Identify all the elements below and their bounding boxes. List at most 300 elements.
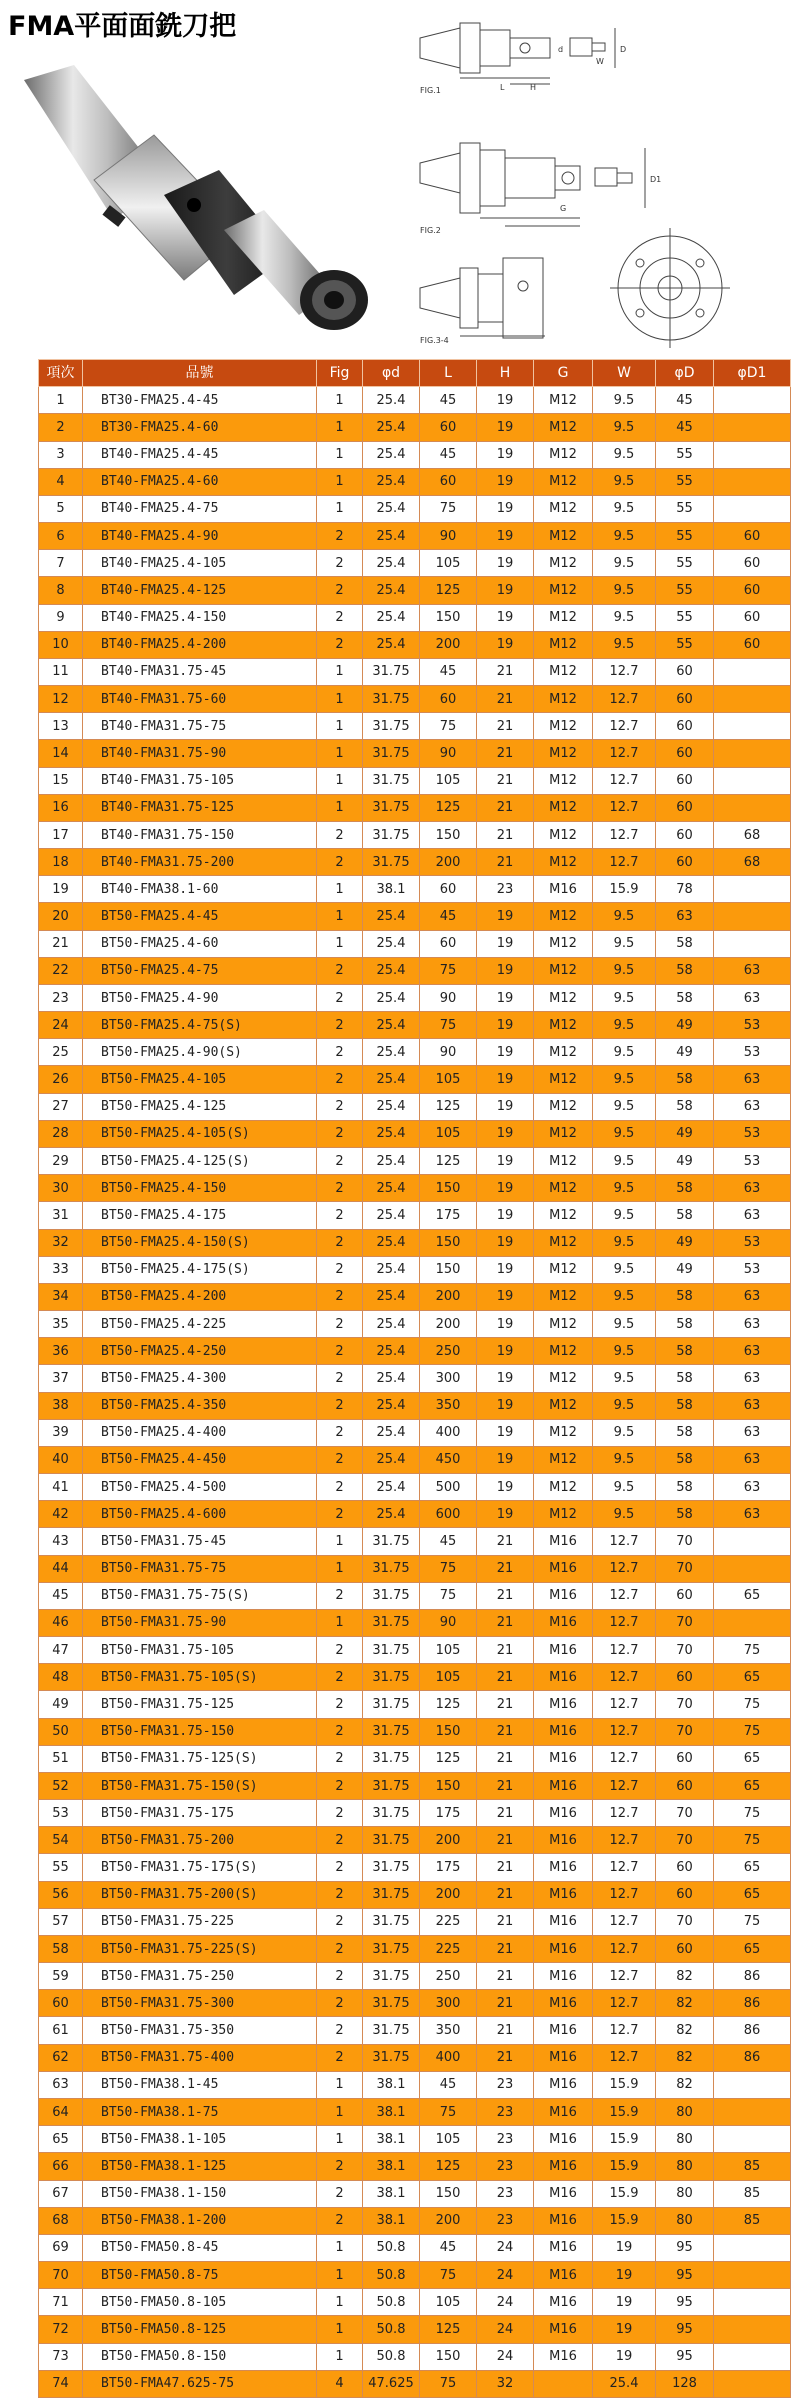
cell-col-w: 12.7 <box>593 1745 656 1772</box>
cell-col-index: 42 <box>39 1501 83 1528</box>
cell-col-d1: 63 <box>714 1202 791 1229</box>
cell-col-model: BT40-FMA25.4-200 <box>83 631 317 658</box>
cell-col-d: 31.75 <box>363 1718 420 1745</box>
cell-col-d1 <box>714 658 791 685</box>
cell-col-l: 125 <box>420 794 477 821</box>
cell-col-g: M16 <box>534 2099 593 2126</box>
cell-col-d1 <box>714 2343 791 2370</box>
table-row <box>39 1501 791 1528</box>
cell-col-h: 21 <box>477 821 534 848</box>
cell-col-g: M12 <box>534 903 593 930</box>
cell-col-model: BT50-FMA25.4-90(S) <box>83 1039 317 1066</box>
cell-col-d1: 65 <box>714 1854 791 1881</box>
cell-col-d: 31.75 <box>363 1745 420 1772</box>
cell-col-d1 <box>714 1555 791 1582</box>
cell-col-l: 225 <box>420 1935 477 1962</box>
cell-col-model: BT50-FMA31.75-105 <box>83 1637 317 1664</box>
cell-col-d1 <box>714 2289 791 2316</box>
cell-col-d1 <box>714 903 791 930</box>
cell-col-g: M16 <box>534 2289 593 2316</box>
cell-col-h: 19 <box>477 930 534 957</box>
header-col-h: H <box>477 360 534 387</box>
cell-col-g: M16 <box>534 2262 593 2289</box>
cell-col-l: 200 <box>420 849 477 876</box>
cell-col-d: 25.4 <box>363 523 420 550</box>
cell-col-h: 21 <box>477 1881 534 1908</box>
cell-col-w: 9.5 <box>593 1175 656 1202</box>
cell-col-w: 12.7 <box>593 1691 656 1718</box>
cell-col-g: M12 <box>534 713 593 740</box>
cell-col-l: 45 <box>420 2234 477 2261</box>
cell-col-w: 15.9 <box>593 2180 656 2207</box>
cell-col-l: 250 <box>420 1963 477 1990</box>
cell-col-h: 19 <box>477 1093 534 1120</box>
cell-col-g: M12 <box>534 1120 593 1147</box>
cell-col-d1 <box>714 495 791 522</box>
table-row <box>39 984 791 1011</box>
cell-col-big-d: 55 <box>656 631 714 658</box>
cell-col-model: BT50-FMA25.4-350 <box>83 1392 317 1419</box>
cell-col-index: 25 <box>39 1039 83 1066</box>
cell-col-big-d: 70 <box>656 1637 714 1664</box>
cell-col-w: 12.7 <box>593 1854 656 1881</box>
table-row <box>39 1582 791 1609</box>
cell-col-d: 31.75 <box>363 1772 420 1799</box>
cell-col-l: 75 <box>420 1582 477 1609</box>
cell-col-g: M16 <box>534 1881 593 1908</box>
cell-col-fig: 2 <box>317 577 363 604</box>
cell-col-h: 21 <box>477 686 534 713</box>
cell-col-g: M12 <box>534 495 593 522</box>
cell-col-g: M12 <box>534 1175 593 1202</box>
cell-col-big-d: 60 <box>656 1664 714 1691</box>
cell-col-fig: 1 <box>317 1609 363 1636</box>
cell-col-l: 90 <box>420 1039 477 1066</box>
cell-col-big-d: 49 <box>656 1039 714 1066</box>
cell-col-big-d: 63 <box>656 903 714 930</box>
cell-col-d1 <box>714 794 791 821</box>
cell-col-big-d: 95 <box>656 2234 714 2261</box>
cell-col-big-d: 49 <box>656 1229 714 1256</box>
cell-col-d1: 60 <box>714 577 791 604</box>
header-col-g: G <box>534 360 593 387</box>
cell-col-index: 18 <box>39 849 83 876</box>
cell-col-model: BT50-FMA50.8-125 <box>83 2316 317 2343</box>
cell-col-d: 25.4 <box>363 1283 420 1310</box>
cell-col-l: 90 <box>420 523 477 550</box>
cell-col-fig: 2 <box>317 604 363 631</box>
cell-col-w: 12.7 <box>593 1718 656 1745</box>
table-row <box>39 1147 791 1174</box>
cell-col-l: 150 <box>420 1718 477 1745</box>
table-row <box>39 495 791 522</box>
cell-col-w: 9.5 <box>593 631 656 658</box>
cell-col-model: BT40-FMA25.4-105 <box>83 550 317 577</box>
cell-col-w: 9.5 <box>593 930 656 957</box>
cell-col-h: 19 <box>477 1202 534 1229</box>
cell-col-w: 9.5 <box>593 1147 656 1174</box>
cell-col-big-d: 80 <box>656 2207 714 2234</box>
cell-col-fig: 2 <box>317 631 363 658</box>
cell-col-model: BT50-FMA31.75-175 <box>83 1800 317 1827</box>
cell-col-model: BT50-FMA25.4-105(S) <box>83 1120 317 1147</box>
cell-col-h: 23 <box>477 2207 534 2234</box>
cell-col-g: M12 <box>534 1093 593 1120</box>
cell-col-index: 7 <box>39 550 83 577</box>
cell-col-l: 150 <box>420 2343 477 2370</box>
table-row <box>39 2234 791 2261</box>
cell-col-model: BT50-FMA25.4-250 <box>83 1338 317 1365</box>
cell-col-h: 19 <box>477 414 534 441</box>
cell-col-d1: 75 <box>714 1827 791 1854</box>
table-row <box>39 1990 791 2017</box>
cell-col-fig: 2 <box>317 984 363 1011</box>
cell-col-fig: 1 <box>317 387 363 414</box>
cell-col-d: 38.1 <box>363 2099 420 2126</box>
cell-col-index: 35 <box>39 1311 83 1338</box>
cell-col-d1: 63 <box>714 1365 791 1392</box>
cell-col-fig: 2 <box>317 1637 363 1664</box>
cell-col-g: M12 <box>534 1229 593 1256</box>
cell-col-d: 25.4 <box>363 1039 420 1066</box>
dim-h-label: H <box>530 83 537 92</box>
cell-col-big-d: 80 <box>656 2099 714 2126</box>
cell-col-g: M12 <box>534 984 593 1011</box>
cell-col-h: 19 <box>477 1338 534 1365</box>
cell-col-h: 19 <box>477 984 534 1011</box>
header-col-index: 項次 <box>39 360 83 387</box>
cell-col-fig: 2 <box>317 1066 363 1093</box>
cell-col-d1 <box>714 713 791 740</box>
cell-col-index: 19 <box>39 876 83 903</box>
cell-col-l: 105 <box>420 550 477 577</box>
cell-col-l: 350 <box>420 2017 477 2044</box>
cell-col-l: 125 <box>420 1691 477 1718</box>
cell-col-d1: 53 <box>714 1229 791 1256</box>
cell-col-h: 24 <box>477 2234 534 2261</box>
cell-col-h: 24 <box>477 2262 534 2289</box>
cell-col-model: BT40-FMA31.75-150 <box>83 821 317 848</box>
cell-col-big-d: 60 <box>656 658 714 685</box>
cell-col-d1 <box>714 740 791 767</box>
cell-col-model: BT50-FMA25.4-90 <box>83 984 317 1011</box>
cell-col-g: M16 <box>534 1908 593 1935</box>
cell-col-model: BT40-FMA31.75-90 <box>83 740 317 767</box>
table-row <box>39 1772 791 1799</box>
cell-col-model: BT40-FMA31.75-75 <box>83 713 317 740</box>
header-col-w: W <box>593 360 656 387</box>
cell-col-d1: 75 <box>714 1691 791 1718</box>
cell-col-d1: 75 <box>714 1637 791 1664</box>
cell-col-g: M12 <box>534 1012 593 1039</box>
fig2-label: FIG.2 <box>420 226 441 235</box>
cell-col-l: 75 <box>420 1555 477 1582</box>
cell-col-h: 19 <box>477 1039 534 1066</box>
cell-col-index: 50 <box>39 1718 83 1745</box>
cell-col-big-d: 58 <box>656 1175 714 1202</box>
cell-col-index: 33 <box>39 1256 83 1283</box>
cell-col-big-d: 58 <box>656 1338 714 1365</box>
table-row <box>39 1881 791 1908</box>
cell-col-fig: 2 <box>317 2017 363 2044</box>
cell-col-big-d: 58 <box>656 1311 714 1338</box>
cell-col-model: BT50-FMA31.75-225(S) <box>83 1935 317 1962</box>
cell-col-d1: 75 <box>714 1718 791 1745</box>
cell-col-g: M16 <box>534 1582 593 1609</box>
table-row <box>39 1474 791 1501</box>
cell-col-big-d: 55 <box>656 604 714 631</box>
cell-col-d: 31.75 <box>363 658 420 685</box>
cell-col-model: BT50-FMA38.1-75 <box>83 2099 317 2126</box>
cell-col-fig: 2 <box>317 957 363 984</box>
table-row <box>39 794 791 821</box>
table-row <box>39 1066 791 1093</box>
cell-col-big-d: 60 <box>656 686 714 713</box>
cell-col-l: 75 <box>420 2099 477 2126</box>
cell-col-d1: 60 <box>714 523 791 550</box>
cell-col-d: 31.75 <box>363 1637 420 1664</box>
cell-col-g: M16 <box>534 2343 593 2370</box>
cell-col-d1: 85 <box>714 2207 791 2234</box>
cell-col-model: BT50-FMA50.8-75 <box>83 2262 317 2289</box>
table-row <box>39 414 791 441</box>
cell-col-big-d: 58 <box>656 1419 714 1446</box>
cell-col-index: 2 <box>39 414 83 441</box>
table-row <box>39 1175 791 1202</box>
cell-col-d: 31.75 <box>363 1800 420 1827</box>
dim-d-label: d <box>558 45 564 54</box>
cell-col-d1: 85 <box>714 2180 791 2207</box>
dim-big-d-label: D <box>620 45 627 54</box>
cell-col-h: 21 <box>477 1800 534 1827</box>
fig1-label: FIG.1 <box>420 86 441 95</box>
cell-col-big-d: 45 <box>656 414 714 441</box>
cell-col-fig: 1 <box>317 740 363 767</box>
cell-col-model: BT40-FMA25.4-150 <box>83 604 317 631</box>
cell-col-big-d: 82 <box>656 2044 714 2071</box>
cell-col-index: 49 <box>39 1691 83 1718</box>
cell-col-index: 74 <box>39 2370 83 2397</box>
cell-col-fig: 1 <box>317 658 363 685</box>
cell-col-d1 <box>714 767 791 794</box>
cell-col-big-d: 49 <box>656 1120 714 1147</box>
cell-col-fig: 2 <box>317 1745 363 1772</box>
cell-col-g: M12 <box>534 849 593 876</box>
cell-col-w: 9.5 <box>593 903 656 930</box>
cell-col-d: 38.1 <box>363 2071 420 2098</box>
cell-col-d1: 60 <box>714 631 791 658</box>
header-col-d1: φD1 <box>714 360 791 387</box>
cell-col-h: 24 <box>477 2316 534 2343</box>
table-row <box>39 2153 791 2180</box>
cell-col-w: 9.5 <box>593 1501 656 1528</box>
cell-col-l: 400 <box>420 2044 477 2071</box>
cell-col-h: 19 <box>477 1474 534 1501</box>
cell-col-model: BT50-FMA31.75-45 <box>83 1528 317 1555</box>
cell-col-index: 21 <box>39 930 83 957</box>
cell-col-d: 38.1 <box>363 2180 420 2207</box>
cell-col-big-d: 70 <box>656 1827 714 1854</box>
cell-col-g: M16 <box>534 1827 593 1854</box>
cell-col-fig: 2 <box>317 1935 363 1962</box>
cell-col-w: 15.9 <box>593 2099 656 2126</box>
table-row <box>39 1718 791 1745</box>
cell-col-model: BT30-FMA25.4-60 <box>83 414 317 441</box>
cell-col-d1: 86 <box>714 1990 791 2017</box>
cell-col-d: 31.75 <box>363 821 420 848</box>
table-row <box>39 1392 791 1419</box>
cell-col-h: 19 <box>477 577 534 604</box>
table-row <box>39 821 791 848</box>
cell-col-d: 31.75 <box>363 1990 420 2017</box>
cell-col-g: M12 <box>534 1039 593 1066</box>
cell-col-d: 25.4 <box>363 1147 420 1174</box>
table-row <box>39 713 791 740</box>
cell-col-h: 19 <box>477 1446 534 1473</box>
cell-col-l: 500 <box>420 1474 477 1501</box>
cell-col-index: 40 <box>39 1446 83 1473</box>
cell-col-g: M12 <box>534 930 593 957</box>
cell-col-model: BT40-FMA31.75-200 <box>83 849 317 876</box>
dim-g-label: G <box>560 204 567 213</box>
cell-col-w: 25.4 <box>593 2370 656 2397</box>
table-row <box>39 2343 791 2370</box>
cell-col-index: 70 <box>39 2262 83 2289</box>
cell-col-d1 <box>714 2126 791 2153</box>
cell-col-d1: 63 <box>714 1419 791 1446</box>
cell-col-g: M12 <box>534 1256 593 1283</box>
cell-col-h: 19 <box>477 468 534 495</box>
cell-col-model: BT50-FMA31.75-300 <box>83 1990 317 2017</box>
table-row <box>39 1039 791 1066</box>
cell-col-index: 59 <box>39 1963 83 1990</box>
cell-col-big-d: 80 <box>656 2180 714 2207</box>
cell-col-fig: 2 <box>317 1854 363 1881</box>
cell-col-d: 31.75 <box>363 767 420 794</box>
cell-col-g: M12 <box>534 1365 593 1392</box>
cell-col-w: 19 <box>593 2234 656 2261</box>
cell-col-fig: 2 <box>317 849 363 876</box>
cell-col-h: 19 <box>477 495 534 522</box>
table-row <box>39 767 791 794</box>
cell-col-w: 12.7 <box>593 1800 656 1827</box>
cell-col-d: 25.4 <box>363 550 420 577</box>
cell-col-h: 19 <box>477 1256 534 1283</box>
cell-col-d1: 65 <box>714 1935 791 1962</box>
cell-col-g: M12 <box>534 1474 593 1501</box>
cell-col-big-d: 128 <box>656 2370 714 2397</box>
cell-col-h: 23 <box>477 2153 534 2180</box>
cell-col-big-d: 60 <box>656 849 714 876</box>
cell-col-l: 60 <box>420 468 477 495</box>
cell-col-h: 21 <box>477 1935 534 1962</box>
cell-col-h: 21 <box>477 740 534 767</box>
table-row <box>39 1229 791 1256</box>
cell-col-d: 31.75 <box>363 1609 420 1636</box>
cell-col-l: 175 <box>420 1800 477 1827</box>
cell-col-h: 21 <box>477 1745 534 1772</box>
cell-col-l: 200 <box>420 1827 477 1854</box>
cell-col-fig: 1 <box>317 686 363 713</box>
cell-col-fig: 2 <box>317 2044 363 2071</box>
cell-col-big-d: 49 <box>656 1012 714 1039</box>
table-row <box>39 1446 791 1473</box>
cell-col-g: M16 <box>534 2044 593 2071</box>
cell-col-l: 105 <box>420 1120 477 1147</box>
cell-col-index: 34 <box>39 1283 83 1310</box>
cell-col-d1: 63 <box>714 1501 791 1528</box>
cell-col-g: M12 <box>534 1419 593 1446</box>
cell-col-model: BT50-FMA25.4-150(S) <box>83 1229 317 1256</box>
cell-col-d1 <box>714 2071 791 2098</box>
table-row <box>39 387 791 414</box>
cell-col-w: 12.7 <box>593 1528 656 1555</box>
cell-col-h: 21 <box>477 1691 534 1718</box>
table-row <box>39 1664 791 1691</box>
cell-col-index: 1 <box>39 387 83 414</box>
cell-col-w: 12.7 <box>593 794 656 821</box>
cell-col-l: 60 <box>420 876 477 903</box>
cell-col-big-d: 95 <box>656 2343 714 2370</box>
cell-col-w: 15.9 <box>593 2071 656 2098</box>
table-row <box>39 1609 791 1636</box>
cell-col-w: 9.5 <box>593 414 656 441</box>
cell-col-d: 25.4 <box>363 1229 420 1256</box>
cell-col-index: 5 <box>39 495 83 522</box>
cell-col-d: 25.4 <box>363 577 420 604</box>
cell-col-d1: 60 <box>714 550 791 577</box>
cell-col-big-d: 45 <box>656 387 714 414</box>
cell-col-big-d: 58 <box>656 1093 714 1120</box>
cell-col-fig: 2 <box>317 1474 363 1501</box>
cell-col-model: BT50-FMA25.4-175(S) <box>83 1256 317 1283</box>
cell-col-big-d: 58 <box>656 1501 714 1528</box>
table-row <box>39 2316 791 2343</box>
cell-col-fig: 2 <box>317 1147 363 1174</box>
cell-col-w: 12.7 <box>593 767 656 794</box>
cell-col-d: 31.75 <box>363 849 420 876</box>
cell-col-model: BT50-FMA25.4-225 <box>83 1311 317 1338</box>
cell-col-l: 60 <box>420 414 477 441</box>
cell-col-g: M12 <box>534 1392 593 1419</box>
cell-col-g: M12 <box>534 740 593 767</box>
cell-col-h: 21 <box>477 2017 534 2044</box>
cell-col-w: 9.5 <box>593 1311 656 1338</box>
cell-col-d: 31.75 <box>363 713 420 740</box>
cell-col-index: 37 <box>39 1365 83 1392</box>
table-row <box>39 2044 791 2071</box>
cell-col-w: 9.5 <box>593 468 656 495</box>
cell-col-l: 200 <box>420 1311 477 1338</box>
cell-col-w: 9.5 <box>593 1039 656 1066</box>
cell-col-w: 9.5 <box>593 1120 656 1147</box>
cell-col-l: 105 <box>420 1637 477 1664</box>
cell-col-model: BT50-FMA25.4-75(S) <box>83 1012 317 1039</box>
cell-col-w: 9.5 <box>593 441 656 468</box>
cell-col-model: BT50-FMA31.75-225 <box>83 1908 317 1935</box>
cell-col-index: 73 <box>39 2343 83 2370</box>
cell-col-fig: 2 <box>317 1446 363 1473</box>
cell-col-l: 150 <box>420 1229 477 1256</box>
table-row <box>39 1256 791 1283</box>
cell-col-big-d: 60 <box>656 713 714 740</box>
cell-col-l: 75 <box>420 2262 477 2289</box>
cell-col-h: 23 <box>477 2180 534 2207</box>
cell-col-fig: 1 <box>317 468 363 495</box>
cell-col-l: 250 <box>420 1338 477 1365</box>
cell-col-w: 12.7 <box>593 1555 656 1582</box>
cell-col-g: M12 <box>534 767 593 794</box>
